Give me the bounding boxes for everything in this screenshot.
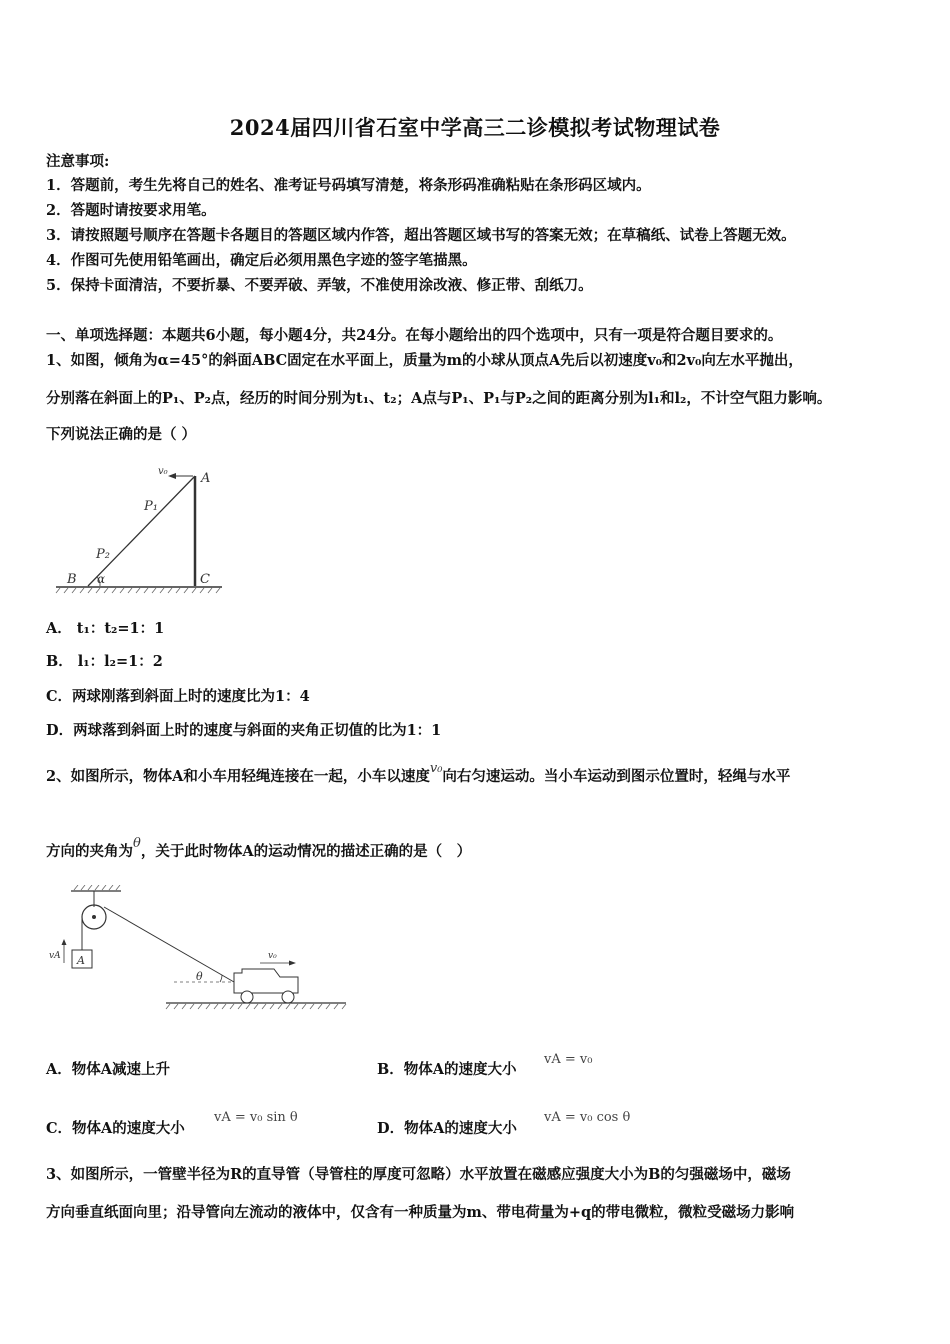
theta-arc	[220, 975, 222, 982]
label-v0: v₀	[268, 951, 277, 961]
note-item-2: 2．答题时请按要求用笔。	[46, 202, 216, 219]
rope-slanted	[104, 907, 234, 982]
q3-stem-line-2: 方向垂直纸面向里；沿导管向左流动的液体中，仅含有一种质量为m、带电荷量为+q的带电微粒，微粒受磁场力影响	[46, 1204, 795, 1221]
q2-option-a[interactable]: A．物体A减速上升	[46, 1061, 170, 1078]
q2-stem-1b: 向右匀速运动。当小车运动到图示位置时，轻绳与水平	[442, 768, 791, 785]
q2-stem-2b: ，关于此时物体A的运动情况的描述正确的是（ ）	[140, 843, 472, 860]
q1-option-a[interactable]: A． t₁：t₂=1：1	[46, 620, 165, 637]
ground-hatch	[166, 1004, 346, 1009]
q1-option-d[interactable]: D．两球落到斜面上时的速度与斜面的夹角正切值的比为1：1	[46, 722, 442, 739]
ground-hatch	[56, 588, 220, 593]
v0-arrowhead	[289, 961, 296, 966]
q1-option-b[interactable]: B． l₁：l₂=1：2	[46, 653, 163, 670]
q2-option-d[interactable]: D．物体A的速度大小	[377, 1120, 517, 1137]
q2-option-d-formula: vA = v₀ cos θ	[544, 1110, 631, 1125]
note-item-5: 5．保持卡面清洁，不要折暴、不要弄破、弄皱，不准使用涂改液、修正带、刮纸刀。	[46, 277, 593, 294]
q1-option-c[interactable]: C．两球刚落到斜面上时的速度比为1：4	[46, 688, 310, 705]
q3-stem-line-1: 3、如图所示，一管壁半径为R的直导管（导管柱的厚度可忽略）水平放置在磁感应强度大小为B的匀强磁场中，磁场	[46, 1166, 791, 1183]
label-p2: P₂	[96, 547, 110, 562]
q1-stem-line-3: 下列说法正确的是（ ）	[46, 426, 197, 443]
label-theta: θ	[196, 970, 203, 983]
q2-stem-line-1	[46, 761, 791, 788]
q2-symbol-theta: θ	[133, 836, 141, 851]
label-v0: v₀	[158, 466, 168, 477]
notes-heading: 注意事项:	[46, 153, 110, 170]
label-alpha: α	[97, 572, 106, 586]
note-item-3: 3．请按照题号顺序在答题卡各题目的答题区域内作答，超出答题区域书写的答案无效；在草稿纸、试卷上答题无效。	[46, 227, 796, 244]
q1-stem-line-1: 1、如图，倾角为α=45°的斜面ABC固定在水平面上，质量为m的小球从顶点A先后以初速度v₀和2v₀向左水平抛出，	[46, 352, 803, 369]
cart-wheel-rear	[241, 991, 253, 1003]
q2-symbol-v0: v₀	[429, 761, 443, 776]
q2-stem-1a: 2、如图所示，物体A和小车用轻绳连接在一起，小车以速度	[46, 768, 430, 785]
q1-incline-figure	[50, 462, 230, 594]
cart-wheel-front	[282, 991, 294, 1003]
label-p1: P₁	[144, 499, 158, 514]
q2-option-b[interactable]: B．物体A的速度大小	[377, 1061, 517, 1078]
cart-body	[234, 969, 298, 993]
label-c: C	[200, 572, 210, 587]
incline-ab	[88, 476, 195, 586]
v0-arrowhead	[168, 473, 176, 479]
label-block-a: A	[77, 954, 85, 967]
label-va: vA	[49, 951, 61, 961]
q2-option-b-formula: vA = v₀	[544, 1052, 593, 1067]
label-b: B	[67, 572, 77, 587]
section-1-heading: 一、单项选择题：本题共6小题，每小题4分，共24分。在每小题给出的四个选项中，只有一项是符合题目要求的。	[46, 327, 783, 344]
q2-pulley-figure	[46, 885, 356, 1015]
page-title: 2024届四川省石室中学高三二诊模拟考试物理试卷	[229, 115, 721, 140]
pulley-axle	[92, 915, 96, 919]
ceiling-hatch	[74, 885, 120, 890]
q2-stem-line-2	[46, 836, 472, 863]
label-a: A	[201, 471, 211, 486]
q2-option-c[interactable]: C．物体A的速度大小	[46, 1120, 185, 1137]
q2-stem-2a: 方向的夹角为	[46, 843, 133, 860]
note-item-4: 4．作图可先使用铅笔画出，确定后必须用黑色字迹的签字笔描黑。	[46, 252, 477, 269]
note-item-1: 1．答题前，考生先将自己的姓名、准考证号码填写清楚，将条形码准确粘贴在条形码区域内。	[46, 177, 651, 194]
va-arrowhead	[62, 939, 67, 945]
q1-stem-line-2: 分别落在斜面上的P₁、P₂点，经历的时间分别为t₁、t₂；A点与P₁、P₁与P₂之间的距离分别为l₁和l₂，不计空气阻力影响。	[46, 390, 832, 407]
q2-option-c-formula: vA = v₀ sin θ	[214, 1110, 298, 1125]
